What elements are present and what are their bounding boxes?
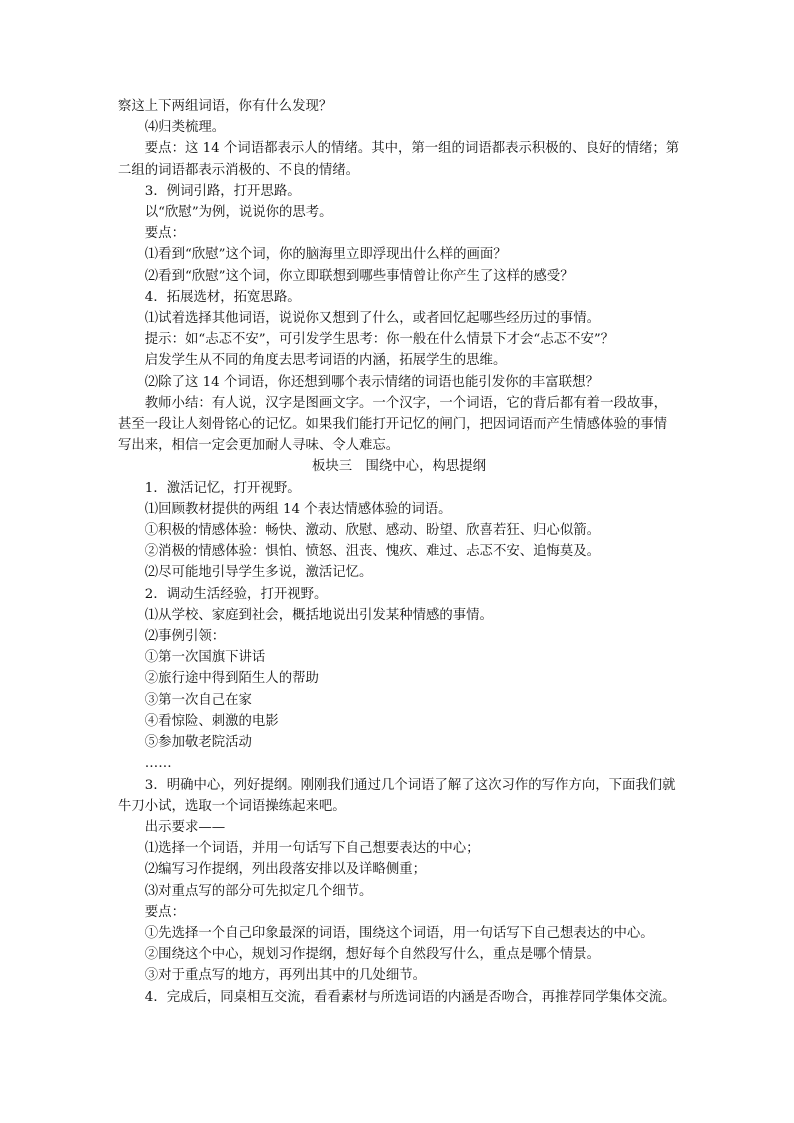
paragraph: ⑶对重点写的部分可先拟定几个细节。 xyxy=(144,883,373,899)
paragraph: ①先选择一个自己印象最深的词语，围绕这个词语，用一句话写下自己想表达的中心。 xyxy=(144,925,654,941)
paragraph: 要点：这 14 个词语都表示人的情绪。其中，第一组的词语都表示积极的、良好的情绪；第二组的词语都表示消极的、不良的情绪。 xyxy=(118,141,680,178)
paragraph: ③对于重点写的地方，再列出其中的几处细节。 xyxy=(144,968,426,984)
paragraph: 3．明确中心，列好提纲。刚刚我们通过几个词语了解了这次习作的写作方向，下面我们就牛刀小试，选取一个词语操练起来吧。 xyxy=(118,777,676,814)
section-heading: 板块三 围绕中心，构思提纲 xyxy=(311,459,487,475)
paragraph: 提示：如“忐忑不安”，可引发学生思考：你一般在什么情景下才会“忐忑不安”？ xyxy=(144,332,615,348)
paragraph: ⑴回顾教材提供的两组 14 个表达情感体验的词语。 xyxy=(144,501,452,517)
paragraph: …… xyxy=(144,756,172,772)
paragraph: ⑴试着选择其他词语，说说你又想到了什么，或者回忆起哪些经历过的事情。 xyxy=(144,311,601,327)
paragraph: ⑵除了这 14 个词语，你还想到哪个表示情绪的词语也能引发你的丰富联想？ xyxy=(144,374,599,390)
paragraph: ②旅行途中得到陌生人的帮助 xyxy=(144,671,319,687)
paragraph: 教师小结：有人说，汉字是图画文字。一个汉字，一个词语，它的背后都有着一段故事，甚至一段让人刻骨铭心的记忆。如果我们能打开记忆的闸门，把因词语而产生情感体验的事情写出来，相信一定会更加耐人寻味、令人难忘。 xyxy=(118,395,668,454)
paragraph: 3．例词引路，打开思路。 xyxy=(144,183,301,199)
paragraph: ⑵编写习作提纲，列出段落安排以及详略侧重； xyxy=(144,862,426,878)
paragraph: ⑵尽可能地引导学生多说，激活记忆。 xyxy=(144,565,373,581)
paragraph: ⑴从学校、家庭到社会，概括地说出引发某种情感的事情。 xyxy=(144,607,493,623)
document-body xyxy=(118,96,680,1008)
paragraph: ④看惊险、刺激的电影 xyxy=(144,713,279,729)
paragraph: 启发学生从不同的角度去思考词语的内涵，拓展学生的思维。 xyxy=(144,353,507,369)
paragraph: ⑤参加敬老院活动 xyxy=(144,735,252,751)
paragraph: 以“欣慰”为例，说说你的思考。 xyxy=(144,205,333,221)
paragraph: 1．激活记忆，打开视野。 xyxy=(144,480,301,496)
paragraph: 出示要求—— xyxy=(144,819,226,835)
paragraph: ①积极的情感体验：畅快、激动、欣慰、感动、盼望、欣喜若狂、归心似箭。 xyxy=(144,523,601,539)
paragraph: ⑵看到“欣慰”这个词，你立即联想到哪些事情曾让你产生了这样的感受？ xyxy=(144,268,574,284)
paragraph: ⑵事例引领： xyxy=(144,629,226,645)
paragraph: 要点： xyxy=(144,904,185,920)
paragraph: ②消极的情感体验：惧怕、愤怒、沮丧、愧疚、难过、忐忑不安、追悔莫及。 xyxy=(144,544,601,560)
paragraph: ①第一次国旗下讲话 xyxy=(144,650,266,666)
paragraph: 察这上下两组词语，你有什么发现？ xyxy=(118,99,333,114)
paragraph: 2．调动生活经验，打开视野。 xyxy=(144,586,328,602)
paragraph: ②围绕这个中心，规划习作提纲，想好每个自然段写什么，重点是哪个情景。 xyxy=(144,947,601,963)
paragraph: ⑴看到“欣慰”这个词，你的脑海里立即浮现出什么样的画面？ xyxy=(144,247,507,263)
paragraph: 4．拓展选材，拓宽思路。 xyxy=(144,289,301,305)
paragraph: 要点： xyxy=(144,226,185,242)
paragraph: 4．完成后，同桌相互交流，看看素材与所选词语的内涵是否吻合，再推荐同学集体交流。 xyxy=(144,989,676,1005)
paragraph: ③第一次自己在家 xyxy=(144,692,252,708)
paragraph: ⑴选择一个词语，并用一句话写下自己想要表达的中心； xyxy=(144,841,480,857)
paragraph: ⑷归类梳理。 xyxy=(144,120,226,136)
